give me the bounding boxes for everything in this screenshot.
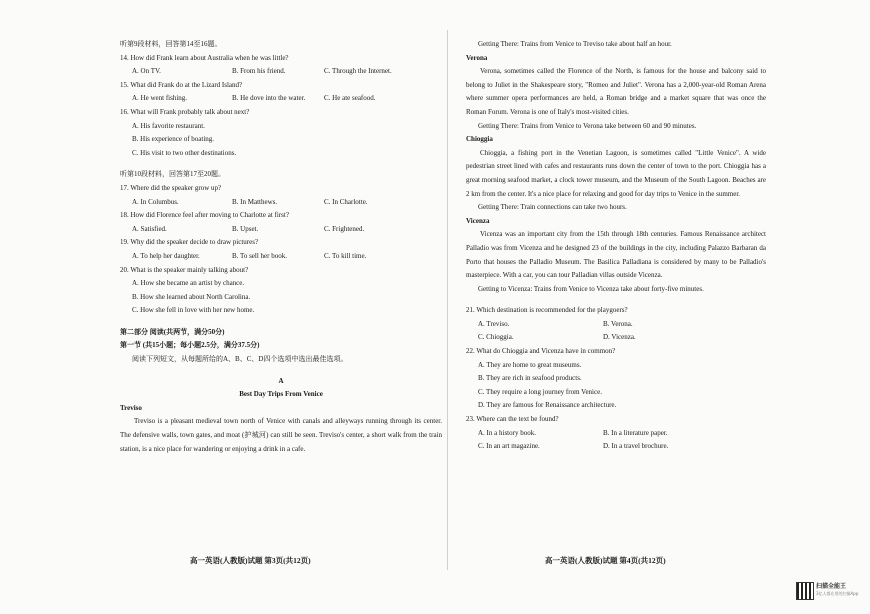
q14-options — [120, 65, 442, 79]
passage-title: Best Day Trips From Venice — [239, 390, 323, 399]
q21-option-b: B. Verona. — [603, 319, 633, 328]
q18-option-b: B. Upset. — [232, 224, 259, 233]
q22-option-a: A. They are home to great museums. — [478, 360, 582, 369]
q21-option-a: A. Treviso. — [478, 319, 510, 328]
chioggia-heading: Chioggia — [466, 135, 493, 144]
q14-option-c: C. Through the Internet. — [324, 67, 392, 76]
q23-option-d: D. In a travel brochure. — [603, 442, 669, 451]
q20-option-b: B. How she learned about North Carolina. — [132, 292, 251, 301]
q19-option-b: B. To sell her book. — [232, 251, 287, 260]
q18: 18. How did Florence feel after moving to Charlotte at first? — [120, 211, 289, 220]
treviso-paragraph: Treviso is a pleasant medieval town north of Venice with canals and alleyways running through its center. The defensive walls, town gates, and moat (护城河) can still be seen. Treviso's center, a short walk from the train station, is a nice place for wandering or enjoying a drink in a cafe. — [120, 417, 442, 453]
intro-10: 听第10段材料，回答第17至20题。 — [120, 170, 225, 179]
q21-options-row2 — [466, 331, 766, 345]
q14-option-a: A. On TV. — [132, 67, 161, 76]
q17: 17. Where did the speaker grow up? — [120, 183, 222, 192]
getting-chioggia: Getting There: Train connections can take two hours. — [478, 203, 627, 212]
q23-option-b: B. In a literature paper. — [603, 428, 668, 437]
q17-option-a: A. In Columbus. — [132, 197, 179, 206]
treviso-heading: Treviso — [120, 403, 142, 412]
q18-option-a: A. Satisfied. — [132, 224, 167, 233]
q22-option-b: B. They are rich in seafood products. — [478, 374, 582, 383]
q19: 19. Why did the speaker decide to draw pictures? — [120, 238, 259, 247]
getting-treviso: Getting There: Trains from Venice to Treviso take about half an hour. — [478, 40, 672, 48]
section1-heading: 第一节 (共15小题；每小题2.5分，满分37.5分) — [120, 341, 260, 350]
q19-option-a: A. To help her daughter. — [132, 251, 200, 260]
scanner-brand-tagline: 3亿人都在用的扫描App — [816, 591, 859, 596]
q15-option-b: B. He dove into the water. — [232, 94, 306, 103]
page-divider — [447, 30, 448, 570]
qr-code-icon — [796, 582, 814, 600]
q17-options — [120, 196, 442, 210]
q23-options-row2 — [466, 440, 766, 454]
q22-option-d: D. They are famous for Renaissance architecture. — [478, 401, 617, 410]
reading-instruction: 阅读下列短文，从每题所给的A、B、C、D四个选项中选出最佳选项。 — [132, 355, 348, 364]
q21-option-d: D. Vicenza. — [603, 333, 636, 342]
scanner-watermark — [816, 583, 858, 597]
q18-options — [120, 223, 442, 237]
q20-option-c: C. How she fell in love with her new home. — [132, 306, 255, 315]
left-page-footer: 高一英语(人教版)试题 第3页(共12页) — [190, 556, 311, 565]
getting-vicenza: Getting to Vicenza: Trains from Venice to Vicenza take about forty-five minutes. — [478, 284, 704, 293]
q19-options — [120, 250, 442, 264]
q17-option-b: B. In Matthews. — [232, 197, 278, 206]
getting-verona: Getting There: Trains from Venice to Verona take between 60 and 90 minutes. — [478, 121, 697, 130]
q15-option-a: A. He went fishing. — [132, 94, 188, 103]
passage-letter: A — [278, 376, 284, 385]
verona-heading: Verona — [466, 53, 488, 62]
q23-option-c: C. In an art magazine. — [478, 442, 540, 451]
q14: 14. How did Frank learn about Australia when he was little? — [120, 53, 289, 62]
q16-option-c: C. His visit to two other destinations. — [132, 148, 237, 157]
q21-option-c: C. Chioggia. — [478, 333, 514, 342]
vicenza-heading: Vicenza — [466, 216, 490, 225]
chioggia-paragraph: Chioggia, a fishing port in the Venetian Lagoon, is sometimes called "Little Venice". A wide pedestrian street lined with cafes and restaurants runs down the center of town to the port. Chioggia has a great morning seafood market, a clock tower museum, and the Museum of the South Lagoon. Beaches are 2 km from the center. It's a nice place for relaxing and good for day trips to Venice in the summer. — [466, 148, 766, 198]
q22-option-c: C. They require a long journey from Venice. — [478, 387, 602, 396]
q20-option-a: A. How she became an artist by chance. — [132, 279, 245, 288]
q16: 16. What will Frank probably talk about next? — [120, 107, 250, 116]
q21-options-row1 — [466, 318, 766, 332]
q16-option-a: A. His favorite restaurant. — [132, 121, 205, 130]
vicenza-paragraph: Vicenza was an important city from the 15th through 18th centuries. Famous Renaissance architect Palladio was from Vicenza and he designed 23 of the buildings in the city, including Palazzo Barbaran da Porto that houses the Palladio Museum. The Basilica Palladiana is considered by many to be Palladio's masterpiece. With a car, you can tour Palladian villas outside Vicenza. — [466, 230, 766, 280]
scanner-brand-name: 扫描全能王 — [816, 583, 847, 590]
q19-option-c: C. To kill time. — [324, 251, 367, 260]
q15: 15. What did Frank do at the Lizard Island? — [120, 80, 243, 89]
right-page-footer: 高一英语(人教版)试题 第4页(共12页) — [545, 556, 666, 565]
right-column — [466, 38, 766, 454]
q23-options-row1 — [466, 427, 766, 441]
q22: 22. What do Chioggia and Vicenza have in common? — [466, 347, 616, 356]
q23: 23. Where can the text be found? — [466, 415, 559, 424]
q18-option-c: C. Frightened. — [324, 224, 365, 233]
q20: 20. What is the speaker mainly talking about? — [120, 265, 249, 274]
q23-option-a: A. In a history book. — [478, 428, 536, 437]
q15-option-c: C. He ate seafood. — [324, 94, 376, 103]
verona-paragraph: Verona, sometimes called the Florence of the North, is famous for the house and balcony said to belong to Juliet in the Shakespeare story, "Romeo and Juliet". Verona has a 2,000-year-old Roman Arena where summer opera performances are held, a Roman bridge and a market square that was once the Roman Forum. Verona is one of Italy's most-visited cities. — [466, 67, 766, 116]
q16-option-b: B. His experience of boating. — [132, 135, 215, 144]
q21: 21. Which destination is recommended for the playgoers? — [466, 306, 628, 315]
q14-option-b: B. From his friend. — [232, 67, 286, 76]
intro-9: 听第9段材料，回答第14至16题。 — [120, 40, 222, 48]
part2-heading: 第二部分 阅读(共两节，满分50分) — [120, 327, 225, 336]
q15-options — [120, 92, 442, 106]
q17-option-c: C. In Charlotte. — [324, 197, 368, 206]
left-column — [120, 38, 442, 456]
